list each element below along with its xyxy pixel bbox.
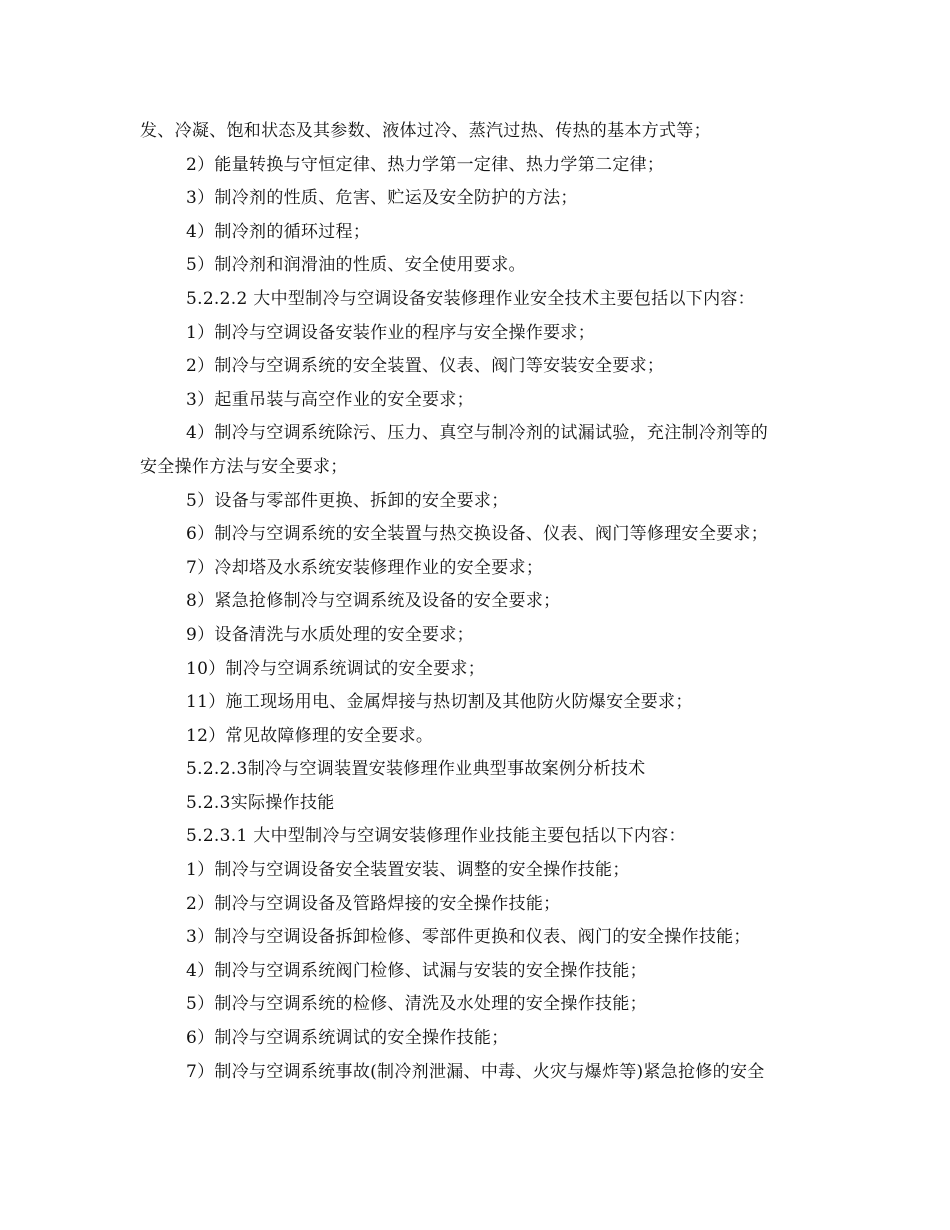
text-line: 3）起重吊装与高空作业的安全要求； xyxy=(186,389,474,410)
text-line: 10）制冷与空调系统调试的安全要求； xyxy=(186,658,486,679)
text-line: 12）常见故障修理的安全要求。 xyxy=(186,725,434,746)
text-line: 6）制冷与空调系统调试的安全操作技能； xyxy=(186,1028,509,1049)
text-line: 5.2.3.1 大中型制冷与空调安装修理作业技能主要包括以下内容： xyxy=(186,826,686,847)
text-line: 7）制冷与空调系统事故(制冷剂泄漏、中毒、火灾与爆炸等)紧急抢修的安全 xyxy=(186,1061,765,1082)
text-line: 8）紧急抢修制冷与空调系统及设备的安全要求； xyxy=(186,591,561,612)
text-line: 2）能量转换与守恒定律、热力学第一定律、热力学第二定律； xyxy=(186,154,665,175)
text-line: 安全操作方法与安全要求； xyxy=(140,456,348,477)
text-line: 5.2.3实际操作技能 xyxy=(186,792,335,813)
text-line: 3）制冷剂的性质、危害、贮运及安全防护的方法； xyxy=(186,188,578,209)
document-body xyxy=(140,115,820,1089)
text-line: 4）制冷与空调系统阀门检修、试漏与安装的安全操作技能； xyxy=(186,960,647,981)
text-line: 5）制冷与空调系统的检修、清洗及水处理的安全操作技能； xyxy=(186,994,647,1015)
text-line: 5.2.2.3制冷与空调装置安装修理作业典型事故案例分析技术 xyxy=(186,759,646,780)
text-line: 4）制冷剂的循环过程； xyxy=(186,221,371,242)
text-line: 发、冷凝、饱和状态及其参数、液体过冷、蒸汽过热、传热的基本方式等； xyxy=(140,121,711,141)
text-line: 1）制冷与空调设备安全装置安装、调整的安全操作技能； xyxy=(186,860,630,881)
text-line: 2）制冷与空调系统的安全装置、仪表、阀门等安装安全要求； xyxy=(186,356,665,377)
text-line: 6）制冷与空调系统的安全装置与热交换设备、仪表、阀门等修理安全要求； xyxy=(186,524,769,545)
text-line: 11）施工现场用电、金属焊接与热切割及其他防火防爆安全要求； xyxy=(186,692,693,713)
text-line: 7）冷却塔及水系统安装修理作业的安全要求； xyxy=(186,557,544,578)
text-line: 5）设备与零部件更换、拆卸的安全要求； xyxy=(186,490,509,511)
text-line: 5.2.2.2 大中型制冷与空调设备安装修理作业安全技术主要包括以下内容： xyxy=(186,288,755,309)
text-line: 2）制冷与空调设备及管路焊接的安全操作技能； xyxy=(186,893,561,914)
text-line: 5）制冷剂和润滑油的性质、安全使用要求。 xyxy=(186,255,526,276)
text-line: 1）制冷与空调设备安装作业的程序与安全操作要求； xyxy=(186,322,596,343)
text-line: 9）设备清洗与水质处理的安全要求； xyxy=(186,624,474,645)
text-line: 3）制冷与空调设备拆卸检修、零部件更换和仪表、阀门的安全操作技能； xyxy=(186,927,751,948)
text-line: 4）制冷与空调系统除污、压力、真空与制冷剂的试漏试验，充注制冷剂等的 xyxy=(186,423,769,444)
